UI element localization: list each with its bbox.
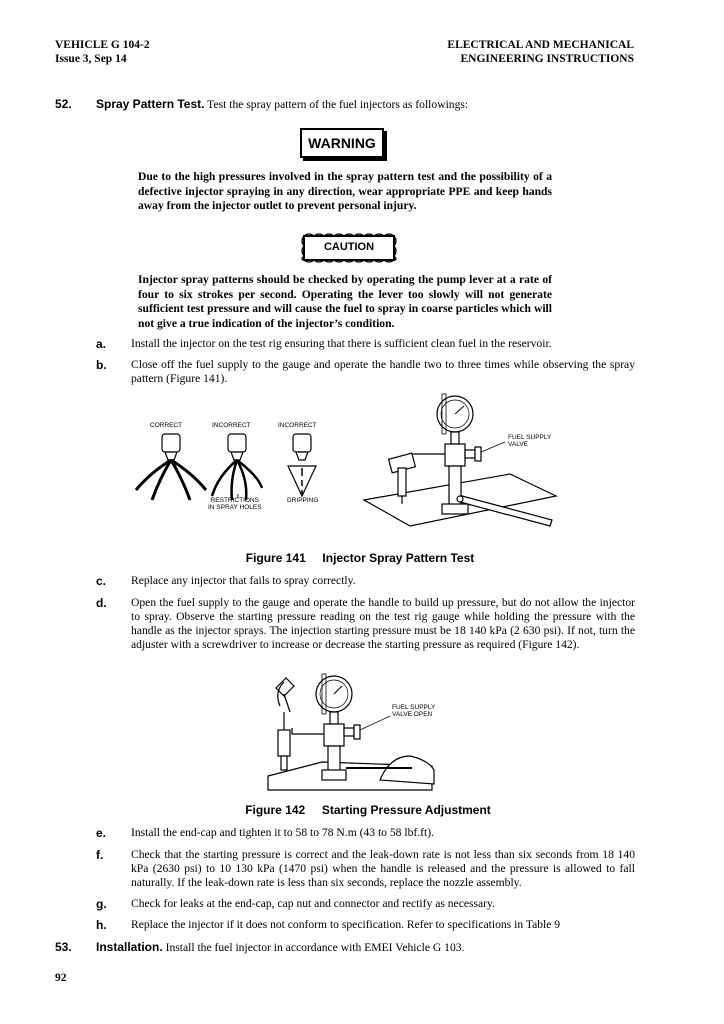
label-fuel-supply-line2: VALVE [508, 441, 528, 448]
section-52-title: Spray Pattern Test. [96, 97, 205, 111]
doc-issue: Issue 3, Sep 14 [55, 53, 127, 65]
starting-pressure-illustration [262, 672, 442, 792]
label-fuel-supply-open-line2: VALVE OPEN [392, 711, 433, 718]
section-53-number: 53. [55, 940, 72, 954]
step-h-text: Replace the injector if it does not conform to specification. Refer to specifications in Table 9 [131, 918, 561, 931]
step-g-letter: g. [96, 897, 107, 911]
label-restrictions [208, 497, 262, 511]
step-a-letter: a. [96, 337, 107, 351]
label-fuel-supply-open-line1: FUEL SUPPLY [392, 704, 436, 711]
doc-title: VEHICLE G 104-2 [55, 39, 150, 51]
page-number: 92 [55, 972, 67, 984]
step-f-letter: f. [96, 848, 104, 862]
section-52-heading [96, 97, 636, 112]
section-52-number: 52. [55, 97, 72, 111]
warning-label-text: WARNING [308, 135, 376, 151]
step-g-text: Check for leaks at the end-cap, cap nut and connector and rectify as necessary. [131, 897, 495, 910]
figure-141-caption: Figure 141 Injector Spray Pattern Test [245, 551, 475, 565]
label-restrictions-line1: RESTRICTIONS [210, 497, 259, 504]
step-d-letter: d. [96, 596, 107, 610]
step-e-text: Install the end-cap and tighten it to 58 to 78 N.m (43 to 58 lbf.ft). [131, 826, 434, 839]
label-fuel-supply-valve-open [392, 704, 435, 718]
section-53-text: Install the fuel injector in accordance with EMEI Vehicle G 103. [162, 941, 465, 954]
step-a-text: Install the injector on the test rig ensuring that there is sufficient clean fuel in the reservoir. [131, 337, 552, 350]
label-correct: CORRECT [150, 422, 183, 429]
label-dripping: DRIPPING [287, 497, 319, 504]
section-53-title: Installation. [96, 940, 163, 954]
step-f-text: Check that the starting pressure is correct and the leak-down rate is not less than six seconds from 18 140 kPa (2630 psi) to 10 130 kPa (1470 psi) when the handle is released and the pressure is allowed to fall naturally. If the leak-down rate is less than six seconds, replace the nozzle assembly. [131, 848, 635, 889]
caution-label: CAUTION [323, 241, 375, 253]
header-left [55, 38, 150, 66]
figure-142-caption: Figure 142 Starting Pressure Adjustment [245, 803, 491, 817]
label-incorrect-1: INCORRECT [212, 422, 251, 429]
label-fuel-supply-valve [508, 434, 551, 448]
warning-label [300, 128, 384, 158]
step-e-letter: e. [96, 826, 107, 840]
caution-text: Injector spray patterns should be checked by operating the pump lever at a rate of four to six strokes per second. Operating the lever too slowly will not generate sufficient test pressure and will cause the fuel to spray in coarse particles which will not give a true indication of the injector’s condition. [138, 273, 552, 330]
step-h-letter: h. [96, 918, 107, 932]
step-b-text: Close off the fuel supply to the gauge and operate the handle two to three times while observing the spray pattern (Figure 141). [131, 358, 635, 385]
section-52-intro: Test the spray pattern of the fuel injectors as followings: [204, 98, 469, 111]
label-fuel-supply-line1: FUEL SUPPLY [508, 434, 552, 441]
step-c-letter: c. [96, 574, 107, 588]
section-53-heading [96, 940, 636, 955]
doc-series-line2: ENGINEERING INSTRUCTIONS [460, 53, 634, 65]
step-b-letter: b. [96, 358, 107, 372]
test-rig-illustration [360, 392, 560, 532]
label-incorrect-2: INCORRECT [278, 422, 317, 429]
warning-text: Due to the high pressures involved in the spray pattern test and the possibility of a defective injector spraying in any direction, wear appropriate PPE and keep hands away from the injector outlet to prevent personal injury. [138, 170, 552, 212]
step-c-text: Replace any injector that fails to spray correctly. [131, 574, 356, 587]
doc-series-line1: ELECTRICAL AND MECHANICAL [447, 39, 634, 51]
header-right [447, 38, 634, 66]
label-restrictions-line2: IN SPRAY HOLES [208, 504, 262, 511]
step-d-text: Open the fuel supply to the gauge and operate the handle to build up pressure, but do not allow the injector to spray. Observe the starting pressure reading on the test rig gauge while holding the pressure with the handle as the injector sprays. The injection starting pressure must be 18 140 kPa (2 630 psi). If not, turn the adjuster with a screwdriver to increase or decrease the starting pressure as required (Figure 142). [131, 596, 635, 651]
